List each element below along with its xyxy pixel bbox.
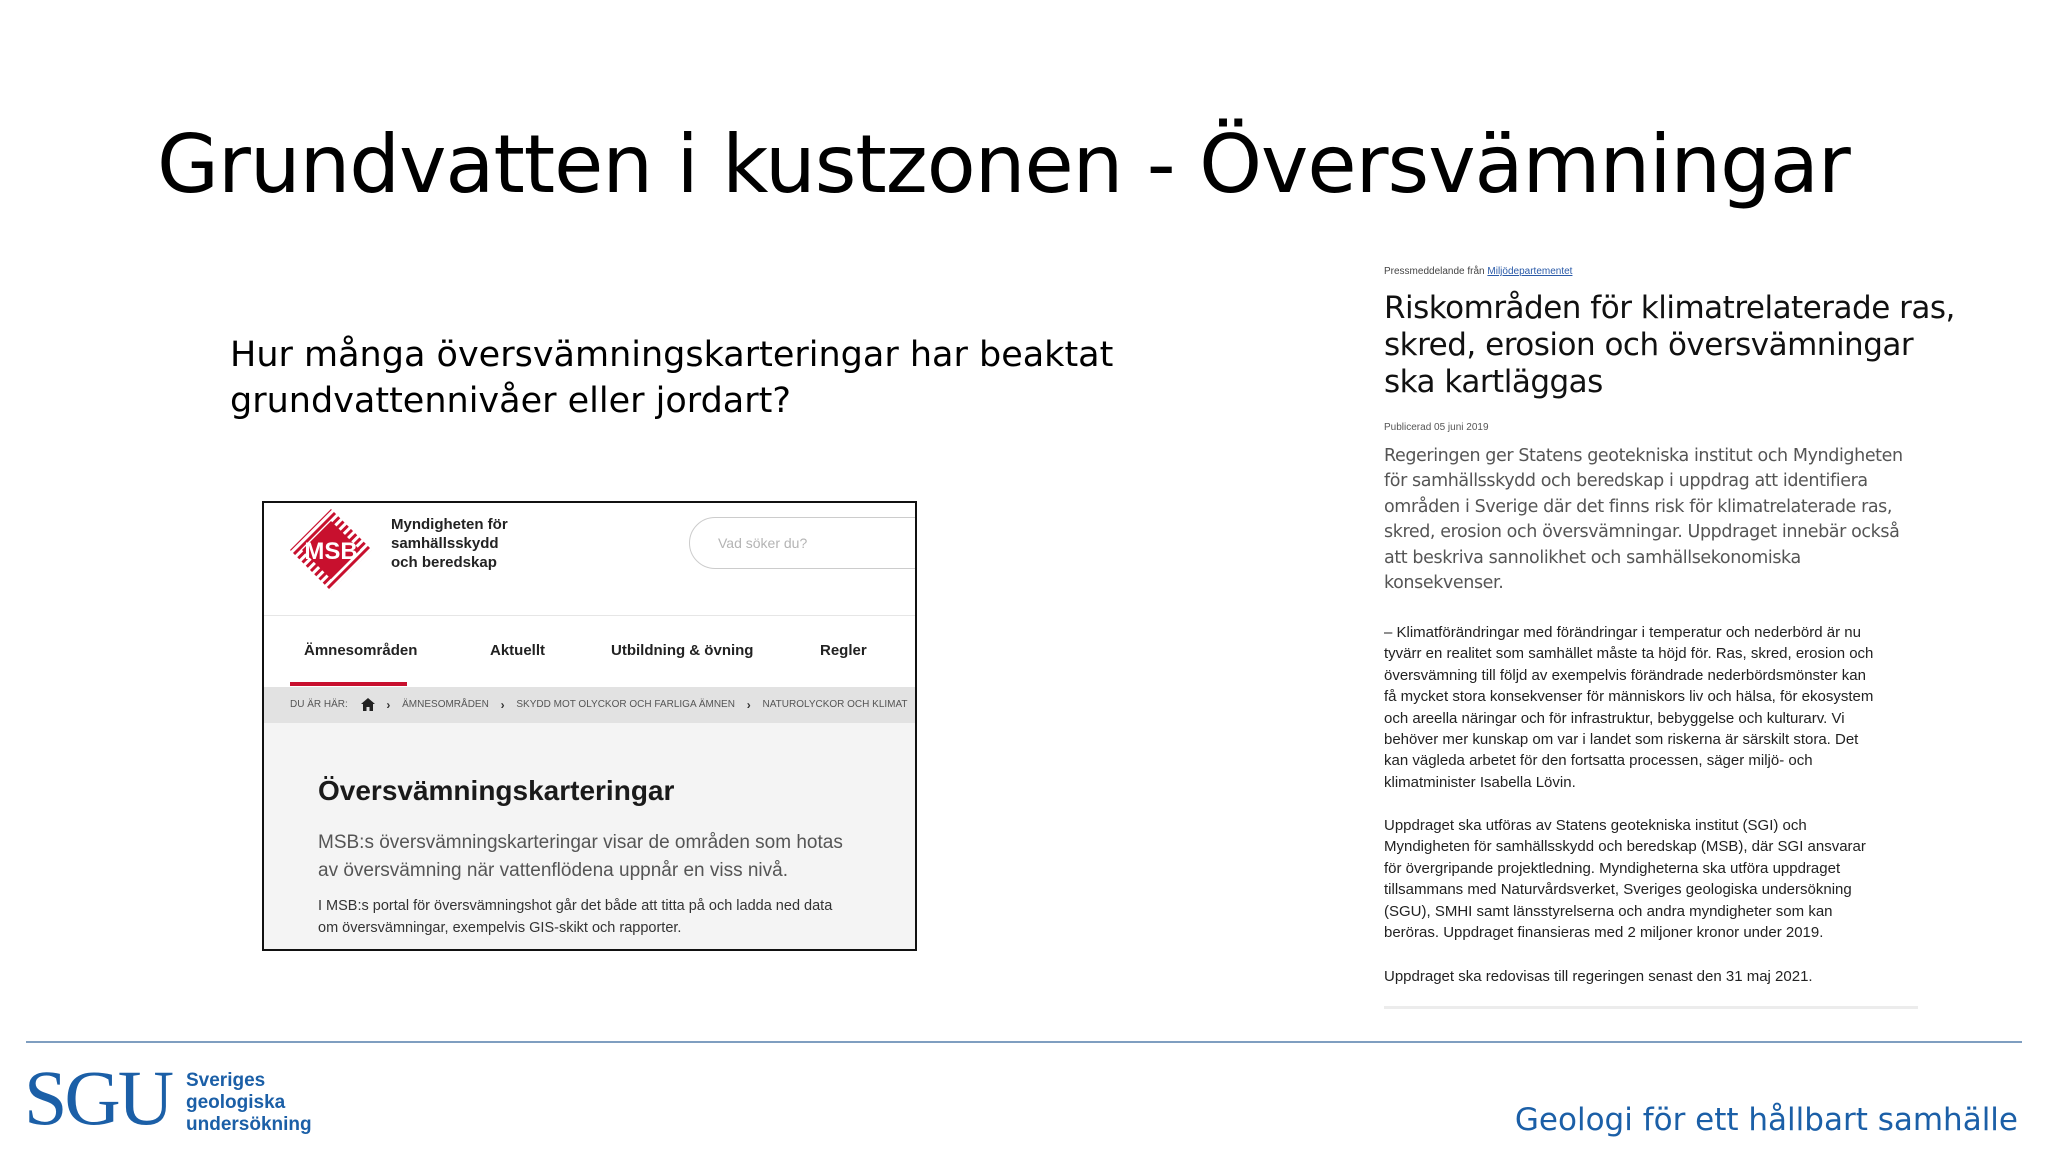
msb-org-name (391, 515, 508, 572)
press-paragraph: Uppdraget ska redovisas till regeringen senast den 31 maj 2021. (1384, 968, 1813, 985)
tab-utbildning[interactable]: Utbildning & övning (611, 642, 754, 659)
press-lead-line: Regeringen ger Statens geotekniska institut och Myndigheten (1384, 446, 1903, 466)
press-title-line: Riskområden för klimatrelaterade ras, (1384, 290, 1955, 326)
breadcrumb (264, 687, 915, 723)
msb-body-line: om översvämningar, exempelvis GIS-skikt och rapporter. (318, 920, 682, 936)
press-paragraph-line: översvämning till följd av exempelvis förändrade nederbördsmönster kan (1384, 666, 1866, 684)
press-paragraph (1384, 622, 1873, 793)
press-paragraph-line: (SGU), SMHI samt länsstyrelserna och andra myndigheter som kan (1384, 902, 1833, 920)
msb-lead-line: MSB:s översvämningskarteringar visar de områden som hotas (318, 832, 843, 853)
press-paragraph-line: och areella näringar och för infrastruktur, bebyggelse och kulturarv. Vi (1384, 709, 1845, 727)
press-lead (1384, 444, 1903, 596)
msb-nav (264, 615, 915, 688)
press-paragraph-line: – Klimatförändringar med förändringar i temperatur och nederbörd är nu (1384, 624, 1861, 641)
press-published-date: Publicerad 05 juni 2019 (1384, 422, 1489, 433)
tab-regler[interactable]: Regler (820, 642, 867, 659)
question-line: Hur många översvämningskarteringar har beaktat (230, 335, 1114, 375)
tab-amnesomraden[interactable]: Ämnesområden (304, 642, 418, 659)
msb-page-heading: Översvämningskarteringar (318, 775, 675, 806)
active-tab-indicator (290, 682, 407, 686)
press-paragraph-line: Myndigheten för samhällsskydd och beredskap (MSB), där SGI ansvarar (1384, 838, 1866, 856)
chevron-right-icon: › (746, 698, 751, 712)
press-source-prefix: Pressmeddelande från (1384, 266, 1485, 277)
press-title-line: skred, erosion och översvämningar (1384, 327, 1914, 363)
press-divider (1384, 1006, 1918, 1009)
chevron-right-icon: › (386, 698, 391, 712)
press-paragraph-line: få mycket stora konsekvenser för människors liv och hälsa, för ekosystem (1384, 688, 1874, 706)
msb-content (264, 723, 915, 951)
breadcrumb-item[interactable]: ÄMNESOMRÅDEN (402, 699, 489, 710)
chevron-right-icon: › (500, 698, 505, 712)
home-icon[interactable] (361, 687, 375, 723)
press-lead-line: för samhällsskydd och beredskap i uppdrag att identifiera (1384, 471, 1868, 492)
press-paragraph-line: beröras. Uppdraget finansieras med 2 miljoner kronor under 2019. (1384, 924, 1824, 942)
press-lead-line: att beskriva sannolikhet och samhällsekonomiska (1384, 547, 1801, 568)
sgu-org-name (186, 1070, 312, 1136)
press-paragraph-line: behöver mer kunskap om var i landet som riskerna är särskilt stora. Det (1384, 731, 1859, 749)
sgu-org-line: Sveriges (186, 1070, 266, 1091)
breadcrumb-item[interactable]: NATUROLYCKOR OCH KLIMAT (762, 699, 908, 710)
msb-screenshot (262, 501, 917, 951)
press-title-line: ska kartläggas (1384, 364, 1603, 400)
msb-lead (318, 829, 908, 885)
press-lead-line: områden i Sverige där det finns risk för klimatrelaterade ras, (1384, 496, 1893, 517)
slide-question (230, 332, 1130, 424)
msb-logo (288, 507, 374, 593)
msb-org-line: och beredskap (391, 554, 497, 571)
press-paragraph-line: kan vägleda arbetet för den fortsatta processen, säger miljö- och (1384, 752, 1813, 770)
msb-org-line: Myndigheten för (391, 516, 508, 533)
msb-search-input[interactable] (689, 517, 917, 569)
tab-aktuellt[interactable]: Aktuellt (490, 642, 546, 659)
press-paragraph (1384, 815, 1866, 943)
press-source (1384, 266, 1572, 277)
footer-tagline: Geologi för ett hållbart samhälle (1514, 1102, 2018, 1138)
msb-lead-line: av översvämning när vattenflödena uppnår en viss nivå. (318, 860, 788, 881)
sgu-logo: SGU (24, 1054, 172, 1141)
press-source-link[interactable]: Miljödepartementet (1487, 266, 1573, 277)
sgu-org-line: undersökning (186, 1114, 312, 1135)
footer-divider (26, 1041, 2022, 1043)
slide-title: Grundvatten i kustzonen - Översvämningar (157, 118, 1850, 211)
sgu-org-line: geologiska (186, 1092, 286, 1113)
press-paragraph-line: tyvärr en realitet som samhället måste ta höjd för. Ras, skred, erosion och (1384, 645, 1874, 663)
question-line: grundvattennivåer eller jordart? (230, 381, 791, 421)
press-lead-line: konsekvenser. (1384, 573, 1504, 594)
breadcrumb-item[interactable]: SKYDD MOT OLYCKOR OCH FARLIGA ÄMNEN (516, 699, 735, 710)
press-paragraph-line: Uppdraget ska utföras av Statens geotekniska institut (SGI) och (1384, 817, 1807, 834)
msb-logo-text: MSB (304, 538, 358, 565)
press-paragraph-line: tillsammans med Naturvårdsverket, Sveriges geologiska undersökning (1384, 881, 1852, 899)
msb-body-line: I MSB:s portal för översvämningshot går det både att titta på och ladda ned data (318, 898, 833, 914)
breadcrumb-prefix: DU ÄR HÄR: (290, 699, 348, 710)
msb-body (318, 895, 908, 939)
press-paragraph-line: klimatminister Isabella Lövin. (1384, 773, 1576, 791)
msb-org-line: samhällsskydd (391, 535, 499, 552)
press-title (1384, 290, 1955, 401)
press-paragraph-line: för övergripande projektledning. Myndigheterna ska utföra uppdraget (1384, 859, 1841, 877)
press-lead-line: skred, erosion och översvämningar. Uppdraget innebär också (1384, 522, 1900, 543)
